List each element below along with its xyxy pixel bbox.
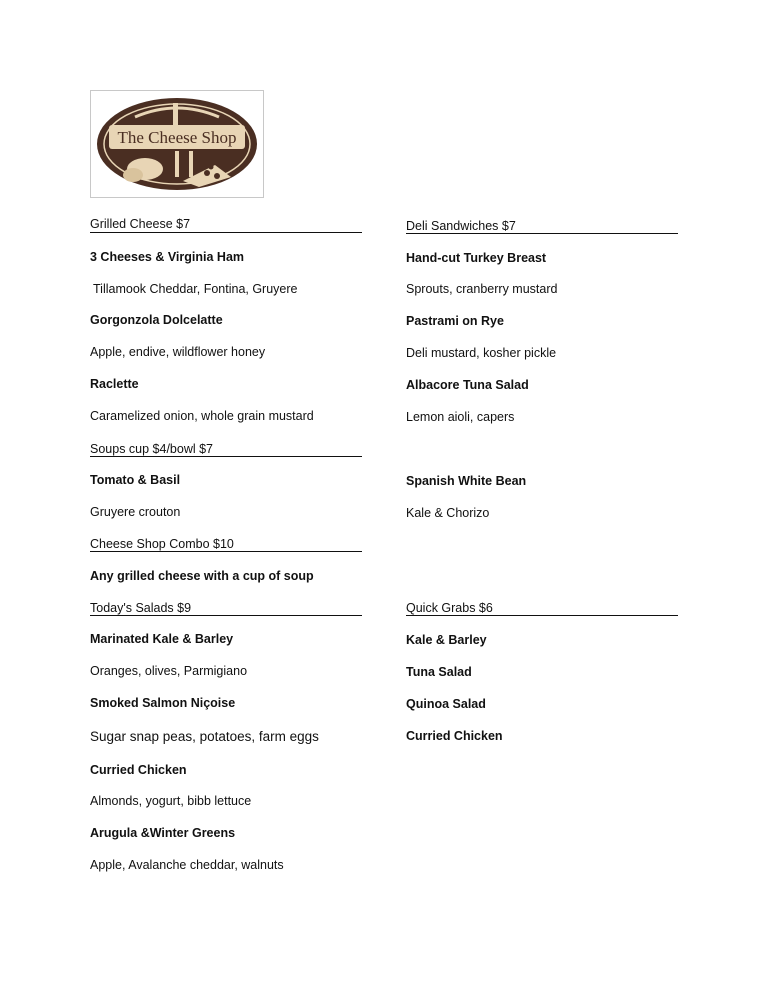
deli-sandwiches-heading: Deli Sandwiches $7 [406,219,516,233]
menu-item-name: Hand-cut Turkey Breast [406,251,547,265]
menu-item-desc: Deli mustard, kosher pickle [406,346,557,360]
menu-item-desc: Kale & Chorizo [406,506,490,520]
menu-item-name: Tomato & Basil [90,473,181,487]
menu-item-desc: Lemon aioli, capers [406,410,515,424]
menu-item-desc: Almonds, yogurt, bibb lettuce [90,794,252,808]
menu-item-name: Arugula &Winter Greens [90,826,236,840]
heading-underline [90,551,362,552]
menu-item-desc: Tillamook Cheddar, Fontina, Gruyere [93,282,298,296]
menu-item-desc: Apple, endive, wildflower honey [90,345,266,359]
heading-underline [90,456,362,457]
heading-underline [90,232,362,233]
menu-item-name: Gorgonzola Dolcelatte [90,313,223,327]
menu-item-desc: Sprouts, cranberry mustard [406,282,558,296]
menu-item-name: Any grilled cheese with a cup of soup [90,569,314,583]
salads-heading: Today's Salads $9 [90,601,192,615]
combo-heading: Cheese Shop Combo $10 [90,537,234,551]
menu-item-desc: Caramelized onion, whole grain mustard [90,409,314,423]
menu-item-name: Curried Chicken [90,763,187,777]
menu-item-name: Tuna Salad [406,665,472,679]
menu-item-desc: Oranges, olives, Parmigiano [90,664,248,678]
cheese-shop-logo [90,90,264,198]
quick-grabs-heading: Quick Grabs $6 [406,601,493,615]
menu-item-name: Spanish White Bean [406,474,527,488]
menu-item-name: Smoked Salmon Niçoise [90,696,236,710]
heading-underline [406,615,678,616]
menu-item-desc: Apple, Avalanche cheddar, walnuts [90,858,284,872]
menu-item-name: Albacore Tuna Salad [406,378,529,392]
grilled-cheese-heading: Grilled Cheese $7 [90,217,191,231]
menu-item-name: Quinoa Salad [406,697,486,711]
menu-item-name: Pastrami on Rye [406,314,504,328]
heading-underline [90,615,362,616]
menu-item-desc: Gruyere crouton [90,505,181,519]
menu-item-name: Raclette [90,377,139,391]
heading-underline [406,233,678,234]
menu-item-name: 3 Cheeses & Virginia Ham [90,250,245,264]
soups-heading: Soups cup $4/bowl $7 [90,442,214,456]
logo-emblem [95,95,259,193]
menu-item-name: Curried Chicken [406,729,503,743]
menu-item-name: Marinated Kale & Barley [90,632,234,646]
menu-item-desc: Sugar snap peas, potatoes, farm eggs [90,729,319,744]
menu-item-name: Kale & Barley [406,633,487,647]
logo-text: The Cheese Shop [117,128,237,147]
